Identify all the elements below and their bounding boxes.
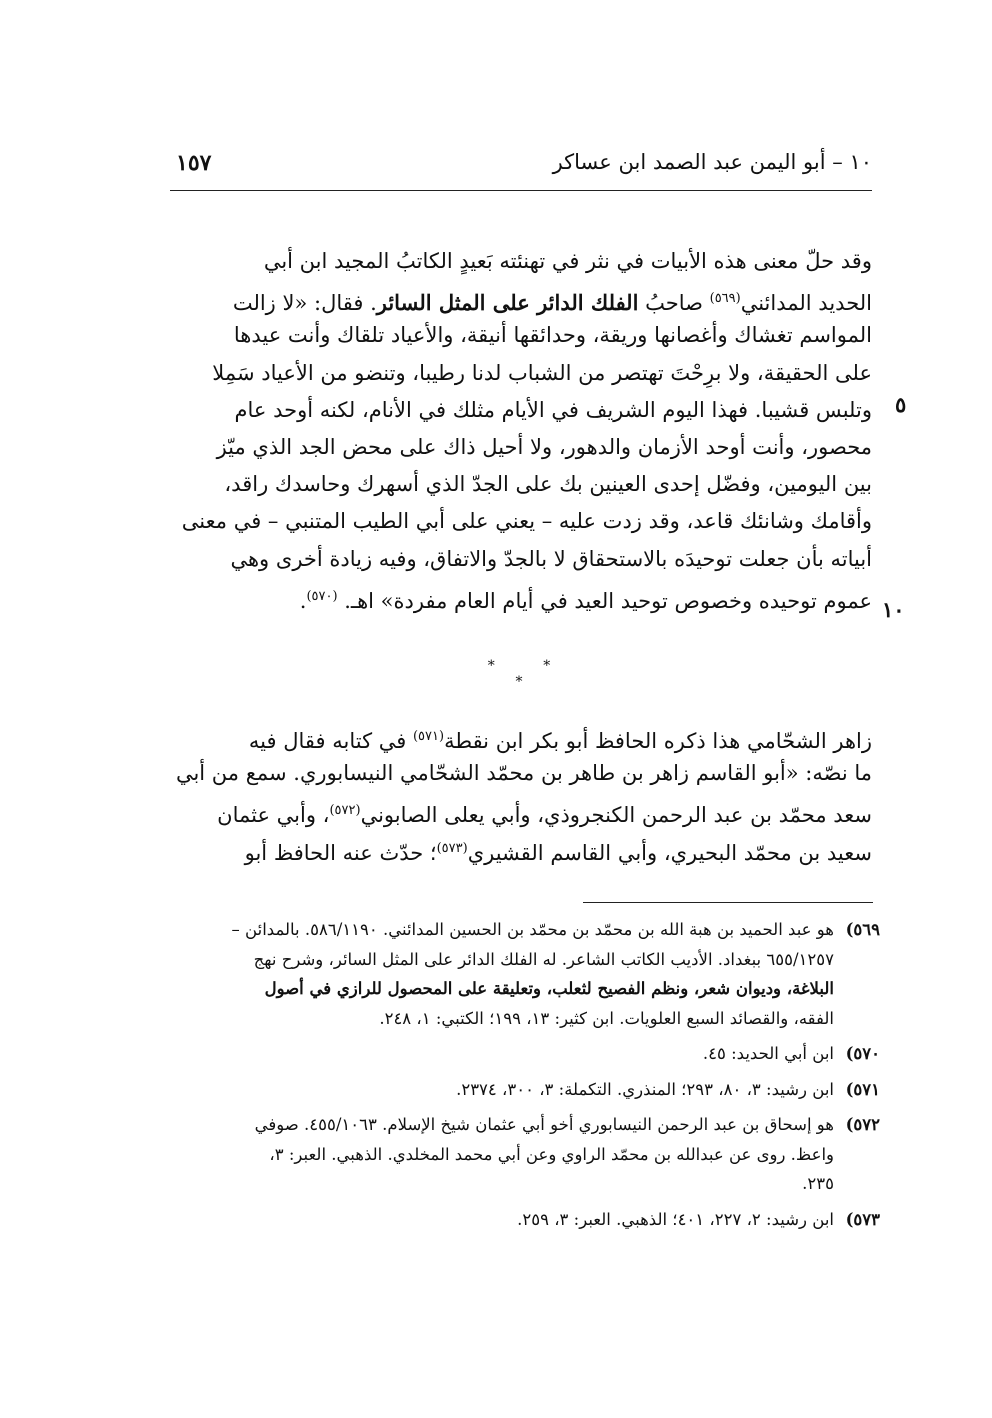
footnote-ref: (٥٧٣)	[436, 840, 468, 856]
section-separator: * * *	[487, 658, 573, 690]
footnote-line: ٢٣٥.	[802, 1174, 834, 1193]
footnote-572	[170, 1110, 880, 1199]
text-line: وتلبس قشيبا. فهذا اليوم الشريف في الأيام مثلك في الأنام، لكنه أوحد عام	[234, 397, 872, 422]
footnote-569	[170, 915, 880, 1033]
footnote-571	[170, 1075, 880, 1105]
line-number-5: ٥	[895, 392, 907, 417]
text-line: سعد محمّد بن عبد الرحمن الكنجروذي، وأبي يعلى الصابوني$^{(٥٧٢)}$، وأبي عثمان	[217, 803, 872, 828]
text-line: محصور، وأنت أوحد الأزمان والدهور، ولا أحيل ذاك على محض الجد الذي ميّز	[216, 434, 872, 459]
footnotes	[170, 915, 880, 1240]
footnote-number: ٥٧١)	[845, 1079, 880, 1099]
footnote-number: ٥٦٩)	[845, 920, 880, 939]
footnote-line: ابن رشيد: ٢، ٢٢٧، ٤٠١؛ الذهبي. العبر: ٣، ٢٥٩.	[517, 1209, 834, 1229]
text-line: على الحقيقة، ولا برِحْتَ تهتصر من الشباب لدنا رطيبا، وتنضو من الأعياد سَمِلا	[212, 360, 872, 385]
chapter-title: ١٠ – أبو اليمن عبد الصمد ابن عساكر	[552, 150, 872, 174]
footnote-line: ٦٥٥/١٢٥٧ ببغداد. الأديب الكاتب الشاعر. له الفلك الدائر على المثل السائر، وشرح نهج	[253, 949, 834, 969]
footnote-ref: (٥٦٩)	[709, 291, 741, 307]
text-line: وأقامك وشانئك قاعد، وقد زدت عليه – يعني على أبي الطيب المتنبي – في معنى	[181, 509, 872, 534]
text-line: عموم توحيده وخصوص توحيد العيد في أيام العام مفردة» اهـ. $^{(٥٧٠)}$.	[299, 588, 872, 613]
text-line: سعيد بن محمّد البحيري، وأبي القاسم القشيري$^{(٥٧٣)}$؛ حدّث عنه الحافظ أبو	[244, 840, 872, 865]
footnote-ref: (٥٧١)	[412, 729, 445, 744]
text-line: الحديد المدائني$^{(٥٦٩)}$ صاحبُ الفلك الدائر على المثل السائر. فقال: «لا زالت	[232, 290, 872, 316]
footnote-ref: (٥٧٠)	[306, 588, 338, 604]
footnote-rule	[583, 902, 873, 903]
bold-book-title: الفلك الدائر على المثل السائر	[376, 290, 639, 316]
running-head	[170, 150, 872, 186]
text-line: زاهر الشحّامي هذا ذكره الحافظ أبو بكر ابن نقطة$^{(٥٧١)}$ في كتابه فقال فيه	[248, 729, 872, 753]
header-rule	[170, 190, 872, 191]
footnote-line: ابن أبي الحديد: ٤٥.	[702, 1044, 834, 1063]
footnote-line: هو إسحاق بن عبد الرحمن النيسابوري أخو أبي عثمان شيخ الإسلام. ٤٥٥/١٠٦٣. صوفي	[254, 1115, 834, 1134]
footnote-573	[170, 1205, 880, 1235]
paragraph-2	[170, 718, 872, 867]
footnote-number: ٥٧٣)	[845, 1209, 880, 1229]
footnote-line: الفقه، والقصائد السبع العلويات. ابن كثير: ١٣، ١٩٩؛ الكتبي: ١، ٢٤٨.	[379, 1008, 834, 1028]
line-number-10: ١٠	[882, 597, 905, 622]
footnote-line: البلاغة، وديوان شعر، ونظم الفصيح لثعلب، وتعليقة على المحصول للرازي في أصول	[264, 979, 834, 998]
footnote-line: هو عبد الحميد بن هبة الله بن محمّد بن محمّد بن الحسين المدائني. ٥٨٦/١١٩٠. بالمدائن –	[231, 920, 834, 939]
footnote-number: ٥٧٢)	[845, 1115, 880, 1134]
text-line: وقد حلّ معنى هذه الأبيات في نثر في تهنئته بَعيدٍ الكاتبُ المجيد ابن أبي	[263, 249, 872, 273]
footnote-line: واعظ. روى عن عبدالله بن محمّد الراوي وعن أبي محمد المخلدي. الذهبي. العبر: ٣،	[269, 1144, 834, 1164]
text-line: بين اليومين، وفضّل إحدى العينين بك على الجدّ الذي أسهرك وحاسدك راقد،	[224, 472, 872, 497]
footnote-ref: (٥٧٢)	[329, 803, 361, 819]
footnote-number: ٥٧٠)	[845, 1044, 880, 1063]
footnote-570	[170, 1039, 880, 1069]
text-line: أبياته بأن جعلت توحيدَه بالاستحقاق لا بالجدّ والاتفاق، وفيه زيادة أخرى وهي	[230, 546, 872, 571]
footnote-line: ابن رشيد: ٣، ٨٠، ٢٩٣؛ المنذري. التكملة: ٣، ٣٠٠، ٢٣٧٤.	[456, 1079, 834, 1099]
paragraph-1	[170, 243, 872, 615]
text-segment: عموم توحيده وخصوص توحيد العيد في أيام العام مفردة» اهـ.	[344, 588, 872, 613]
text-line: ما نصّه: «أبو القاسم زاهر بن طاهر بن محمّد الشحّامي النيسابوري. سمع من أبي	[175, 761, 872, 786]
page-number: ١٥٧	[176, 150, 212, 176]
text-line: المواسم تغشاك وأغصانها وريقة، وحدائقها أنيقة، والأعياد تلقاك وأنت عيدها	[233, 323, 872, 348]
